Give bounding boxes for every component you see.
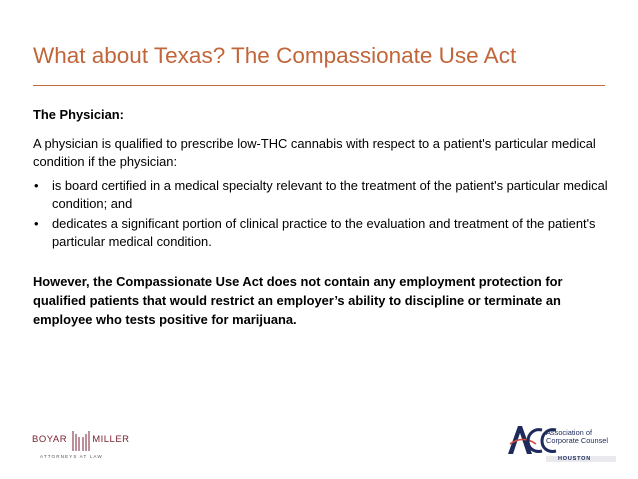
bullet-item — [33, 177, 608, 213]
boyar-miller-logo — [32, 430, 128, 465]
slide-title: What about Texas? The Compassionate Use Act — [33, 43, 517, 68]
boyar-miller-tagline: ATTORNEYS AT LAW — [40, 454, 103, 459]
bullet-item — [33, 215, 608, 251]
acc-name: Association of Corporate Counsel — [546, 428, 609, 445]
closing-paragraph: However, the Compassionate Use Act does not contain any employment protection for qualified patients that would restrict an employer’s ability to discipline or terminate an employee who tests positive for marijuana. — [33, 274, 563, 327]
bullet-text: is board certified in a medical specialty relevant to the treatment of the patient's particular medical condition; and — [52, 178, 608, 211]
bullet-icon: • — [34, 216, 39, 231]
title-divider — [33, 85, 605, 86]
acc-logo — [506, 420, 618, 470]
slide-body — [33, 106, 608, 329]
acc-chapter: HOUSTON — [558, 456, 592, 462]
section-heading: The Physician: — [33, 107, 124, 122]
intro-paragraph: A physician is qualified to prescribe low-THC cannabis with respect to a patient's particular medical condition if the physician: — [33, 136, 596, 169]
bullet-icon: • — [34, 178, 39, 193]
boyar-miller-name: BOYAR MILLER — [32, 434, 130, 445]
bullet-list — [33, 177, 608, 251]
bullet-text: dedicates a significant portion of clinical practice to the evaluation and treatment of the patient's particular medical condition. — [52, 216, 596, 249]
